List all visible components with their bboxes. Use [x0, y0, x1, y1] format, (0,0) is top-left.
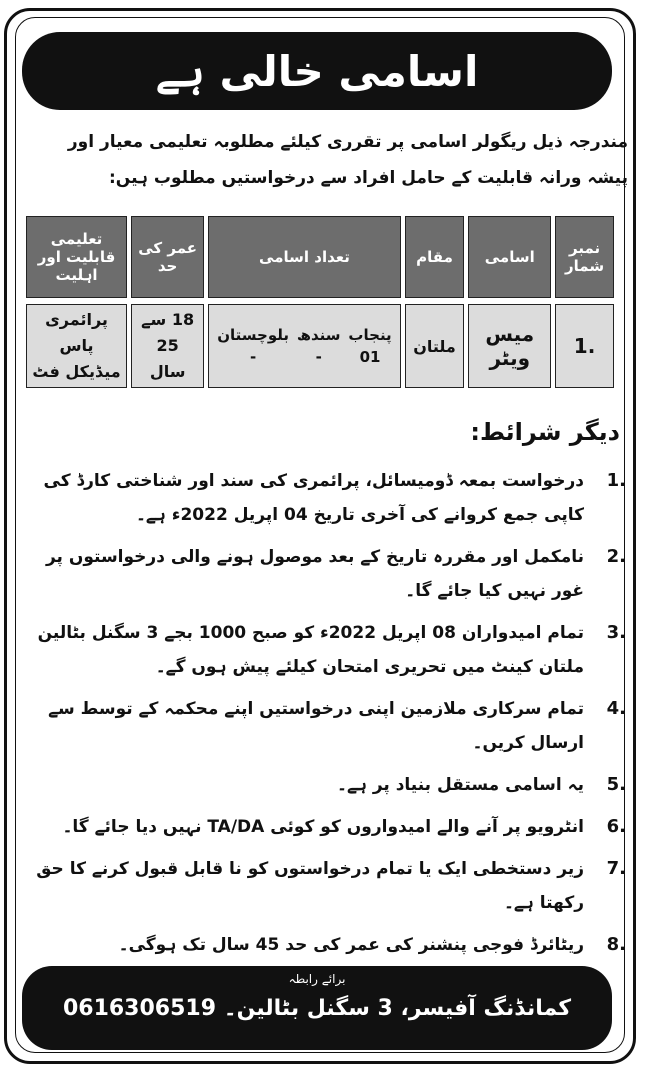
list-item [24, 810, 626, 844]
condition-number: 1. [606, 470, 626, 491]
condition-number: 3. [606, 622, 626, 643]
cell-serial: 1. [555, 304, 614, 388]
condition-text: تمام امیدواران 08 اپریل 2022ء کو صبح 1000 بجے 3 سگنل بٹالین ملتان کینٹ میں تحریری امتحان کیلئے پیش ہوں گے۔ [37, 623, 584, 677]
province-balochistan [217, 324, 289, 368]
age-to: 25 سال [149, 336, 186, 381]
condition-text: درخواست بمعہ ڈومیسائل، پرائمری کی سند اور شناختی کارڈ کی کاپی جمع کروانے کی آخری تاریخ 04 اپریل 2022ء ہے۔ [43, 471, 584, 525]
header-count: تعداد اسامی [208, 216, 400, 298]
banner-title: اسامی خالی ہے [155, 46, 479, 96]
condition-text: زیر دستخطی ایک یا تمام درخواستوں کو نا قابل قبول کرنے کا حق رکھتا ہے۔ [36, 859, 584, 913]
province-value: - [315, 348, 322, 366]
header-serial: نمبر شمار [555, 216, 614, 298]
qualification-line-2: میڈیکل فٹ [32, 362, 121, 381]
table-row [26, 304, 614, 388]
cell-count [208, 304, 400, 388]
condition-text: نامکمل اور مقررہ تاریخ کے بعد موصول ہونے والی درخواستوں پر غور نہیں کیا جائے گا۔ [45, 547, 584, 601]
condition-text: یہ اسامی مستقل بنیاد پر ہے۔ [337, 775, 584, 795]
list-item [24, 768, 626, 802]
intro-text: مندرجہ ذیل ریگولر اسامی پر تقرری کیلئے مطلوبہ تعلیمی معیار اور پیشہ ورانہ قابلیت کے حامل افراد سے درخواستیں مطلوب ہیں: [67, 132, 628, 188]
condition-number: 5. [606, 774, 626, 795]
contact-footer [22, 966, 612, 1050]
province-value: 01 [359, 348, 381, 366]
header-age: عمر کی حد [131, 216, 204, 298]
cell-post: میس ویٹر [468, 304, 551, 388]
header-qualification: تعلیمی قابلیت اور اہلیت [26, 216, 127, 298]
condition-number: 4. [606, 698, 626, 719]
cell-qualification [26, 304, 127, 388]
list-item [24, 540, 626, 608]
condition-text: انٹرویو پر آنے والے امیدواروں کو کوئی TA/DA نہیں دیا جائے گا۔ [62, 817, 584, 837]
header-post: اسامی [468, 216, 551, 298]
province-punjab [348, 324, 391, 368]
list-item [24, 616, 626, 684]
list-item [24, 852, 626, 920]
condition-number: 7. [606, 858, 626, 879]
conditions-list [24, 464, 626, 970]
contact-address: کمانڈنگ آفیسر، 3 سگنل بٹالین۔ 0616306519 [62, 996, 572, 1021]
table-header-row [26, 216, 614, 298]
title-banner [22, 32, 612, 110]
province-name: پنجاب [348, 326, 392, 344]
condition-number: 2. [606, 546, 626, 567]
condition-text: ریٹائرڈ فوجی پنشنر کی عمر کی حد 45 سال تک ہوگی۔ [118, 935, 584, 955]
list-item [24, 692, 626, 760]
qualification-line-1: پرائمری پاس [45, 310, 108, 355]
header-place: مقام [405, 216, 465, 298]
cell-place: ملتان [405, 304, 465, 388]
province-name: سندھ [296, 326, 341, 344]
province-value: - [249, 348, 257, 366]
province-grid [213, 324, 395, 368]
list-item [24, 464, 626, 532]
contact-label: برائے رابطہ [288, 972, 346, 986]
province-sindh [297, 324, 341, 368]
conditions-title: دیگر شرائط: [470, 418, 620, 446]
condition-number: 8. [606, 934, 626, 955]
condition-number: 6. [606, 816, 626, 837]
cell-age [131, 304, 204, 388]
condition-text: تمام سرکاری ملازمین اپنی درخواستیں اپنے محکمہ کے توسط سے ارسال کریں۔ [48, 699, 584, 753]
province-name: بلوچستان [217, 326, 289, 344]
age-from: 18 سے [141, 310, 195, 329]
list-item [24, 928, 626, 962]
vacancy-table [22, 210, 618, 394]
